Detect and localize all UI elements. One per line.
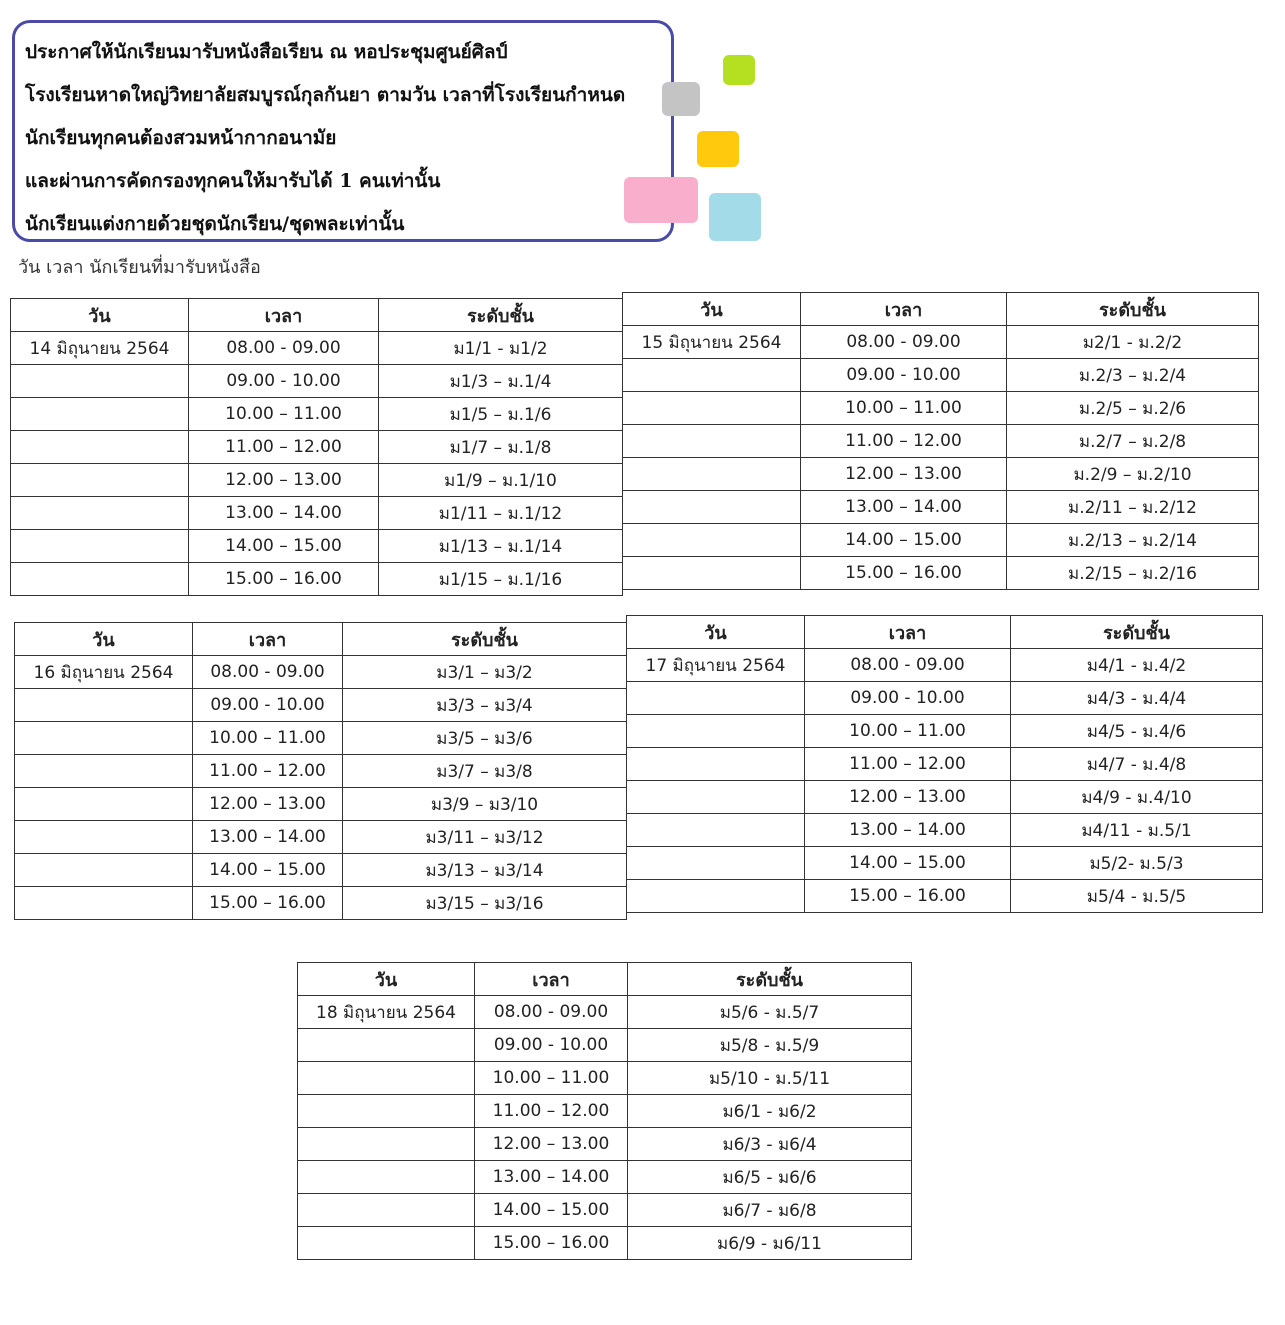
date-cell xyxy=(11,464,189,497)
header-time: เวลา xyxy=(801,293,1007,326)
header-row xyxy=(298,963,912,996)
time-cell: 08.00 - 09.00 xyxy=(475,996,628,1029)
level-cell: ม4/5 - ม.4/6 xyxy=(1011,715,1263,748)
time-cell: 11.00 – 12.00 xyxy=(193,755,343,788)
table-row xyxy=(627,814,1263,847)
header-day: วัน xyxy=(298,963,475,996)
level-cell: ม1/5 – ม.1/6 xyxy=(379,398,623,431)
level-cell: ม5/8 - ม.5/9 xyxy=(628,1029,912,1062)
date-cell xyxy=(298,1062,475,1095)
date-cell xyxy=(15,821,193,854)
level-cell: ม3/9 – ม3/10 xyxy=(343,788,627,821)
level-cell: ม3/5 – ม3/6 xyxy=(343,722,627,755)
date-cell xyxy=(15,887,193,920)
date-cell xyxy=(11,431,189,464)
table-row xyxy=(627,682,1263,715)
time-cell: 10.00 – 11.00 xyxy=(805,715,1011,748)
time-cell: 13.00 – 14.00 xyxy=(193,821,343,854)
time-cell: 08.00 - 09.00 xyxy=(193,656,343,689)
level-cell: ม.2/15 – ม.2/16 xyxy=(1007,557,1259,590)
date-cell: 18 มิถุนายน 2564 xyxy=(298,996,475,1029)
level-cell: ม1/3 – ม.1/4 xyxy=(379,365,623,398)
schedule-caption: วัน เวลา นักเรียนที่มารับหนังสือ xyxy=(18,257,261,278)
time-cell: 12.00 – 13.00 xyxy=(193,788,343,821)
time-cell: 10.00 – 11.00 xyxy=(189,398,379,431)
date-cell xyxy=(627,880,805,913)
table-row xyxy=(15,788,627,821)
table-row xyxy=(15,656,627,689)
date-cell xyxy=(627,715,805,748)
level-cell: ม1/1 - ม1/2 xyxy=(379,332,623,365)
header-row xyxy=(623,293,1259,326)
table-row xyxy=(298,1128,912,1161)
level-cell: ม5/2- ม.5/3 xyxy=(1011,847,1263,880)
level-cell: ม5/4 - ม.5/5 xyxy=(1011,880,1263,913)
table-row xyxy=(623,491,1259,524)
date-cell xyxy=(298,1194,475,1227)
time-cell: 09.00 - 10.00 xyxy=(805,682,1011,715)
header-level: ระดับชั้น xyxy=(1011,616,1263,649)
time-cell: 08.00 - 09.00 xyxy=(189,332,379,365)
level-cell: ม4/1 - ม.4/2 xyxy=(1011,649,1263,682)
schedule-table-17-june xyxy=(626,615,1263,913)
level-cell: ม3/11 – ม3/12 xyxy=(343,821,627,854)
time-cell: 15.00 – 16.00 xyxy=(801,557,1007,590)
level-cell: ม6/3 - ม6/4 xyxy=(628,1128,912,1161)
date-cell: 17 มิถุนายน 2564 xyxy=(627,649,805,682)
decor-square-blue xyxy=(709,193,761,241)
date-cell xyxy=(627,682,805,715)
table-row xyxy=(11,332,623,365)
time-cell: 14.00 – 15.00 xyxy=(193,854,343,887)
table-row xyxy=(15,887,627,920)
date-cell xyxy=(623,557,801,590)
table-row xyxy=(623,458,1259,491)
table-row xyxy=(298,1062,912,1095)
date-cell xyxy=(623,524,801,557)
table-row xyxy=(15,689,627,722)
time-cell: 13.00 – 14.00 xyxy=(801,491,1007,524)
date-cell xyxy=(11,497,189,530)
time-cell: 11.00 – 12.00 xyxy=(189,431,379,464)
date-cell xyxy=(623,392,801,425)
table-row xyxy=(623,557,1259,590)
header-row xyxy=(627,616,1263,649)
date-cell xyxy=(623,491,801,524)
decor-square-pink xyxy=(624,177,698,223)
date-cell: 15 มิถุนายน 2564 xyxy=(623,326,801,359)
notice-line: นักเรียนแต่งกายด้วยชุดนักเรียน/ชุดพละเท่านั้น xyxy=(25,213,405,235)
time-cell: 08.00 - 09.00 xyxy=(801,326,1007,359)
time-cell: 15.00 – 16.00 xyxy=(805,880,1011,913)
decor-square-yellow xyxy=(697,131,739,167)
level-cell: ม3/3 – ม3/4 xyxy=(343,689,627,722)
date-cell xyxy=(623,425,801,458)
level-cell: ม3/1 – ม3/2 xyxy=(343,656,627,689)
table-row xyxy=(627,649,1263,682)
level-cell: ม.2/7 – ม.2/8 xyxy=(1007,425,1259,458)
table-row xyxy=(15,722,627,755)
time-cell: 15.00 – 16.00 xyxy=(475,1227,628,1260)
date-cell xyxy=(627,781,805,814)
date-cell xyxy=(11,365,189,398)
table-row xyxy=(15,821,627,854)
level-cell: ม4/7 - ม.4/8 xyxy=(1011,748,1263,781)
header-level: ระดับชั้น xyxy=(379,299,623,332)
date-cell xyxy=(627,748,805,781)
table-row xyxy=(623,425,1259,458)
date-cell xyxy=(298,1095,475,1128)
level-cell: ม4/3 - ม.4/4 xyxy=(1011,682,1263,715)
level-cell: ม6/7 - ม6/8 xyxy=(628,1194,912,1227)
level-cell: ม3/7 – ม3/8 xyxy=(343,755,627,788)
table-row xyxy=(627,781,1263,814)
level-cell: ม6/9 - ม6/11 xyxy=(628,1227,912,1260)
date-cell xyxy=(15,854,193,887)
header-day: วัน xyxy=(627,616,805,649)
level-cell: ม2/1 - ม.2/2 xyxy=(1007,326,1259,359)
schedule-table-14-june xyxy=(10,298,623,596)
table-row xyxy=(298,1227,912,1260)
table-row xyxy=(627,847,1263,880)
header-level: ระดับชั้น xyxy=(628,963,912,996)
header-day: วัน xyxy=(623,293,801,326)
notice-line: และผ่านการคัดกรองทุกคนให้มารับได้ 1 คนเท่านั้น xyxy=(25,170,441,192)
date-cell xyxy=(11,563,189,596)
table-row xyxy=(298,1095,912,1128)
time-cell: 09.00 - 10.00 xyxy=(475,1029,628,1062)
notice-box xyxy=(12,20,674,242)
header-time: เวลา xyxy=(805,616,1011,649)
time-cell: 15.00 – 16.00 xyxy=(189,563,379,596)
notice-line: นักเรียนทุกคนต้องสวมหน้ากากอนามัย xyxy=(25,127,337,149)
table-row xyxy=(627,715,1263,748)
level-cell: ม.2/3 – ม.2/4 xyxy=(1007,359,1259,392)
schedule-table-16-june xyxy=(14,622,627,920)
date-cell: 14 มิถุนายน 2564 xyxy=(11,332,189,365)
date-cell xyxy=(15,755,193,788)
date-cell xyxy=(15,722,193,755)
time-cell: 12.00 – 13.00 xyxy=(475,1128,628,1161)
header-day: วัน xyxy=(15,623,193,656)
time-cell: 14.00 – 15.00 xyxy=(189,530,379,563)
table-row xyxy=(15,854,627,887)
time-cell: 14.00 – 15.00 xyxy=(801,524,1007,557)
date-cell xyxy=(298,1161,475,1194)
schedule-table-15-june xyxy=(622,292,1259,590)
table-row xyxy=(298,1194,912,1227)
table-row xyxy=(11,431,623,464)
time-cell: 11.00 – 12.00 xyxy=(475,1095,628,1128)
header-row xyxy=(15,623,627,656)
table-row xyxy=(11,563,623,596)
table-row xyxy=(298,996,912,1029)
table-row xyxy=(627,748,1263,781)
date-cell xyxy=(15,689,193,722)
date-cell xyxy=(623,359,801,392)
time-cell: 09.00 - 10.00 xyxy=(193,689,343,722)
level-cell: ม.2/9 – ม.2/10 xyxy=(1007,458,1259,491)
time-cell: 11.00 – 12.00 xyxy=(801,425,1007,458)
header-day: วัน xyxy=(11,299,189,332)
level-cell: ม4/11 - ม.5/1 xyxy=(1011,814,1263,847)
time-cell: 08.00 - 09.00 xyxy=(805,649,1011,682)
table-row xyxy=(627,880,1263,913)
schedule-table-18-june xyxy=(297,962,912,1260)
level-cell: ม3/13 – ม3/14 xyxy=(343,854,627,887)
level-cell: ม1/7 – ม.1/8 xyxy=(379,431,623,464)
level-cell: ม1/15 – ม.1/16 xyxy=(379,563,623,596)
header-row xyxy=(11,299,623,332)
level-cell: ม4/9 - ม.4/10 xyxy=(1011,781,1263,814)
date-cell xyxy=(11,530,189,563)
time-cell: 10.00 – 11.00 xyxy=(475,1062,628,1095)
level-cell: ม6/5 - ม6/6 xyxy=(628,1161,912,1194)
table-row xyxy=(623,392,1259,425)
table-row xyxy=(298,1029,912,1062)
time-cell: 10.00 – 11.00 xyxy=(193,722,343,755)
table-row xyxy=(15,755,627,788)
table-row xyxy=(11,365,623,398)
level-cell: ม3/15 – ม3/16 xyxy=(343,887,627,920)
table-row xyxy=(11,497,623,530)
date-cell xyxy=(11,398,189,431)
time-cell: 15.00 – 16.00 xyxy=(193,887,343,920)
level-cell: ม1/9 – ม.1/10 xyxy=(379,464,623,497)
level-cell: ม.2/5 – ม.2/6 xyxy=(1007,392,1259,425)
level-cell: ม5/6 - ม.5/7 xyxy=(628,996,912,1029)
date-cell xyxy=(627,814,805,847)
notice-line: โรงเรียนหาดใหญ่วิทยาลัยสมบูรณ์กุลกันยา ตามวัน เวลาที่โรงเรียนกำหนด xyxy=(25,84,626,106)
table-row xyxy=(623,524,1259,557)
decor-square-lime xyxy=(723,55,755,85)
time-cell: 14.00 – 15.00 xyxy=(475,1194,628,1227)
table-row xyxy=(11,464,623,497)
time-cell: 10.00 – 11.00 xyxy=(801,392,1007,425)
header-time: เวลา xyxy=(475,963,628,996)
level-cell: ม6/1 - ม6/2 xyxy=(628,1095,912,1128)
time-cell: 09.00 - 10.00 xyxy=(189,365,379,398)
table-row xyxy=(623,326,1259,359)
time-cell: 12.00 – 13.00 xyxy=(801,458,1007,491)
header-level: ระดับชั้น xyxy=(1007,293,1259,326)
notice-line: ประกาศให้นักเรียนมารับหนังสือเรียน ณ หอประชุมศูนย์ศิลป์ xyxy=(25,41,508,63)
time-cell: 12.00 – 13.00 xyxy=(189,464,379,497)
time-cell: 09.00 - 10.00 xyxy=(801,359,1007,392)
header-level: ระดับชั้น xyxy=(343,623,627,656)
table-row xyxy=(623,359,1259,392)
time-cell: 13.00 – 14.00 xyxy=(805,814,1011,847)
time-cell: 14.00 – 15.00 xyxy=(805,847,1011,880)
level-cell: ม5/10 - ม.5/11 xyxy=(628,1062,912,1095)
header-time: เวลา xyxy=(193,623,343,656)
date-cell xyxy=(15,788,193,821)
table-row xyxy=(298,1161,912,1194)
level-cell: ม1/13 – ม.1/14 xyxy=(379,530,623,563)
level-cell: ม.2/11 – ม.2/12 xyxy=(1007,491,1259,524)
level-cell: ม1/11 – ม.1/12 xyxy=(379,497,623,530)
date-cell xyxy=(627,847,805,880)
date-cell: 16 มิถุนายน 2564 xyxy=(15,656,193,689)
level-cell: ม.2/13 – ม.2/14 xyxy=(1007,524,1259,557)
time-cell: 12.00 – 13.00 xyxy=(805,781,1011,814)
time-cell: 13.00 – 14.00 xyxy=(475,1161,628,1194)
date-cell xyxy=(298,1029,475,1062)
decor-square-gray xyxy=(662,82,700,116)
time-cell: 11.00 – 12.00 xyxy=(805,748,1011,781)
date-cell xyxy=(298,1227,475,1260)
table-row xyxy=(11,398,623,431)
table-row xyxy=(11,530,623,563)
date-cell xyxy=(623,458,801,491)
time-cell: 13.00 – 14.00 xyxy=(189,497,379,530)
date-cell xyxy=(298,1128,475,1161)
header-time: เวลา xyxy=(189,299,379,332)
